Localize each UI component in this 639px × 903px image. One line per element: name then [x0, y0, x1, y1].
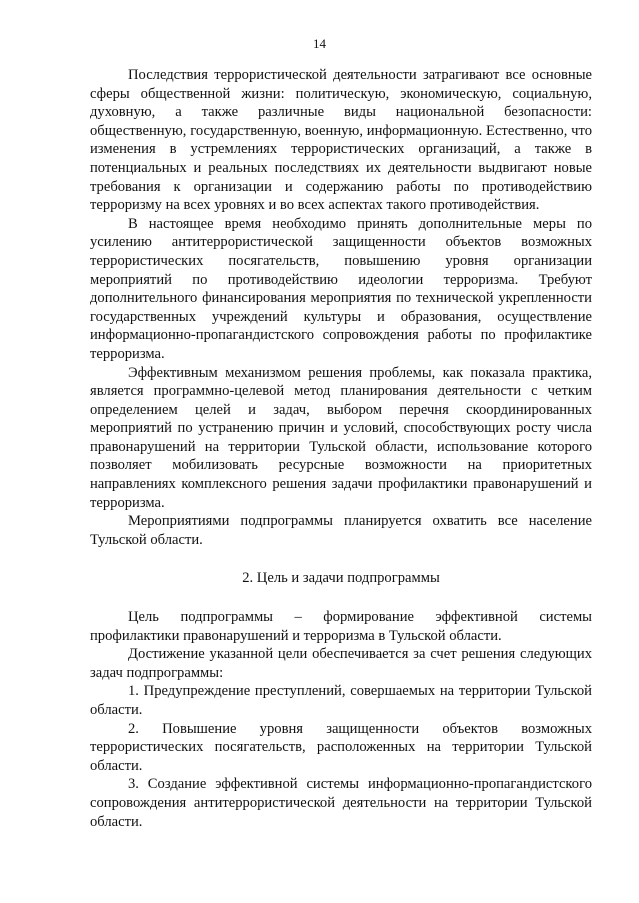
paragraph-program-method: Эффективным механизмом решения проблемы, как показала практика, является программно-целевой метод планирования деятельности с четким определением целей и задач, выбором перечня скоординированных мероприятий по устранению причин и условий, способствующих росту числа правонарушений на территории Тульской области, использование которого позволяет мобилизовать ресурсные возможности на приоритетных направлениях комплексного решения задачи профилактики правонарушений и терроризма.: [90, 364, 592, 511]
paragraph-consequences: Последствия террористической деятельности затрагивают все основные сферы общественной жизни: политическую, экономическую, социальную, духовную, а также различные виды национальной безопасности: общественную, государственную, военную, информационную. Естественно, что изменения в устремлениях террористических организаций, а также в потенциальных и реальных последствиях их деятельности выдвигают новые требования к организации и содержанию работы по противодействию терроризму на всех уровнях и во всех аспектах такого противодействия.: [90, 67, 592, 214]
paragraph-coverage: Мероприятиями подпрограммы планируется охватить все население Тульской области.: [90, 513, 592, 548]
task-item-1: 1. Предупреждение преступлений, совершаемых на территории Тульской области.: [90, 683, 592, 718]
task-item-3: 3. Создание эффективной системы информационно-пропагандистского сопровождения антитеррористической деятельности на территории Тульской области.: [90, 776, 592, 830]
document-body: [90, 66, 592, 831]
page-number: 14: [313, 36, 326, 51]
task-item-2: 2. Повышение уровня защищенности объектов возможных террористических посягательств, расположенных на территории Тульской области.: [90, 720, 592, 774]
paragraph-additional-measures: В настоящее время необходимо принять дополнительные меры по усилению антитеррористической защищенности объектов возможных террористических посягательств, повышению уровня организации мероприятий по противодействию идеологии терроризма. Требуют дополнительного финансирования мероприятия по технической укрепленности государственных учреждений культуры и образования, осуществление информационно-пропагандистского сопровождения работы по профилактике терроризма.: [90, 215, 592, 362]
section-heading: 2. Цель и задачи подпрограммы: [242, 570, 440, 587]
paragraph-tasks-intro: Достижение указанной цели обеспечивается за счет решения следующих задач подпрограммы:: [90, 646, 592, 681]
paragraph-goal: Цель подпрограммы – формирование эффективной системы профилактики правонарушений и терроризма в Тульской области.: [90, 609, 592, 644]
